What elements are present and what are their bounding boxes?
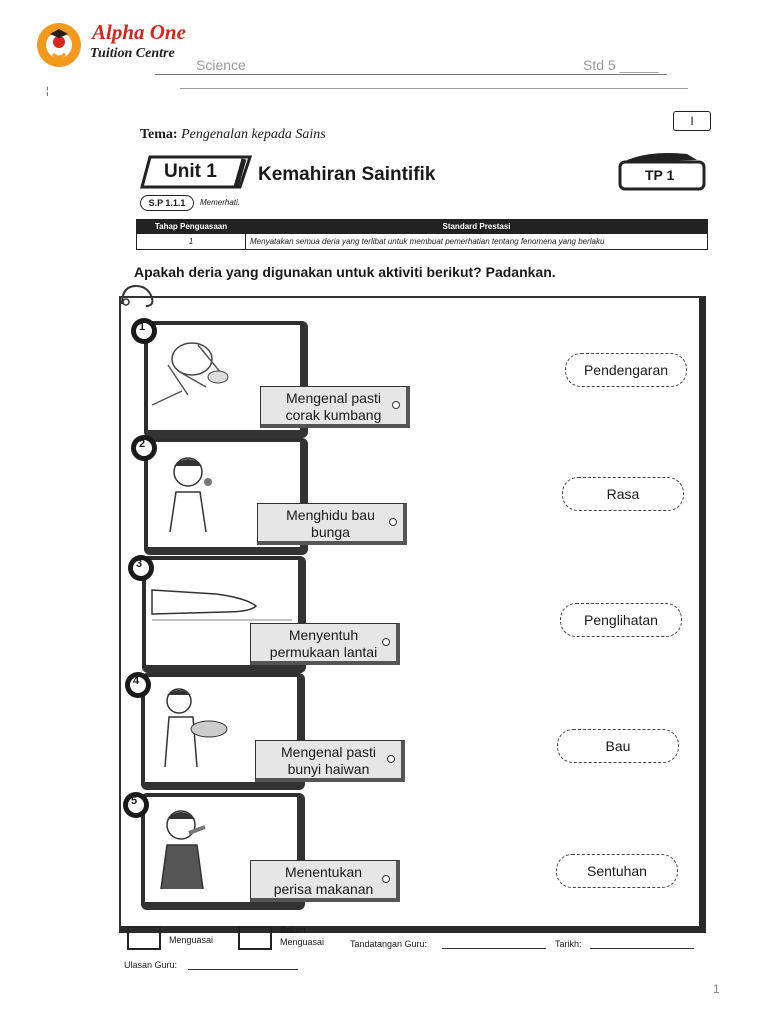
paperclip-icon xyxy=(118,282,162,310)
mastered-checkbox[interactable] xyxy=(127,926,161,950)
tag-hole-icon xyxy=(389,518,397,526)
table-cell-standard: Menyatakan semua deria yang terlibat untuk membuat pemerhatian tentang fenomena yang berlaku xyxy=(246,234,708,250)
tag-hole-icon xyxy=(387,755,395,763)
review-label: Ulasan Guru: xyxy=(124,960,178,970)
tema-label: Tema: xyxy=(140,127,178,142)
number-label-4: 4 xyxy=(133,675,140,687)
table-header-level: Tahap Penguasaan xyxy=(137,220,246,234)
activity-text-5b: perisa makanan xyxy=(273,881,374,897)
not-mastered-label-2: Menguasai xyxy=(280,937,325,947)
activity-text-3b: permukaan lantai xyxy=(269,644,378,660)
sense-pill-4[interactable]: Bau xyxy=(557,729,679,763)
brand-subtitle: Tuition Centre xyxy=(90,46,175,61)
table-cell-level: 1 xyxy=(137,234,246,250)
tag-hole-icon xyxy=(382,875,390,883)
number-label-2: 2 xyxy=(139,438,146,450)
activity-tag-2 xyxy=(257,503,407,545)
brand-name: Alpha One xyxy=(92,20,186,44)
unit-title: Kemahiran Saintifik xyxy=(258,164,436,185)
level-label: Std 5 _____ xyxy=(583,57,659,73)
review-line[interactable] xyxy=(188,969,298,970)
subject-label: Science xyxy=(196,57,246,73)
date-label: Tarikh: xyxy=(555,939,582,949)
activity-text-1b: corak kumbang xyxy=(285,407,382,423)
activity-tag-1 xyxy=(260,386,410,428)
number-label-1: 1 xyxy=(139,321,146,333)
activity-text-3a: Menyentuh xyxy=(288,627,359,643)
activity-tag-4 xyxy=(255,740,405,782)
sp-code: S.P 1.1.1 xyxy=(140,195,194,211)
activity-text-2a: Menghidu bau xyxy=(286,507,375,523)
activity-text-4a: Mengenal pasti xyxy=(281,744,376,760)
activity-text-5a: Menentukan xyxy=(284,864,363,880)
not-mastered-label-1: Belum xyxy=(280,925,306,935)
worksheet-page-box: I xyxy=(673,111,711,131)
tema-line xyxy=(140,127,326,143)
sense-pill-3[interactable]: Penglihatan xyxy=(560,603,682,637)
number-label-5: 5 xyxy=(131,795,138,807)
table-header-standard: Standard Prestasi xyxy=(246,220,708,234)
activity-text-2b: bunga xyxy=(311,524,350,540)
sense-pill-5[interactable]: Sentuhan xyxy=(556,854,678,888)
page-number: 1 xyxy=(713,982,720,996)
sense-pill-2[interactable]: Rasa xyxy=(562,477,684,511)
tema-value: Pengenalan kepada Sains xyxy=(181,127,326,142)
teacher-sign-label: Tandatangan Guru: xyxy=(350,939,428,949)
activity-tag-5 xyxy=(250,860,400,902)
unit-label: Unit 1 xyxy=(164,161,217,182)
standard-table xyxy=(136,219,708,250)
date-line[interactable] xyxy=(590,948,694,949)
activity-text-1a: Mengenal pasti xyxy=(286,390,381,406)
sp-description: Memerhati. xyxy=(200,198,241,207)
header-underline xyxy=(155,74,667,75)
teacher-sign-line[interactable] xyxy=(442,948,546,949)
tag-hole-icon xyxy=(382,638,390,646)
tag-hole-icon xyxy=(392,401,400,409)
mastered-label: Menguasai xyxy=(169,935,214,945)
margin-mark: ¦ xyxy=(46,86,49,97)
sense-pill-1[interactable]: Pendengaran xyxy=(565,353,687,387)
number-label-3: 3 xyxy=(136,558,143,570)
tp-label: TP 1 xyxy=(645,167,675,183)
not-mastered-checkbox[interactable] xyxy=(238,926,272,950)
question-text: Apakah deria yang digunakan untuk aktiviti berikut? Padankan. xyxy=(134,264,556,280)
activity-text-4b: bunyi haiwan xyxy=(287,761,370,777)
activity-tag-3 xyxy=(250,623,400,665)
header-rule xyxy=(180,88,688,89)
alpha-one-logo xyxy=(34,20,84,70)
